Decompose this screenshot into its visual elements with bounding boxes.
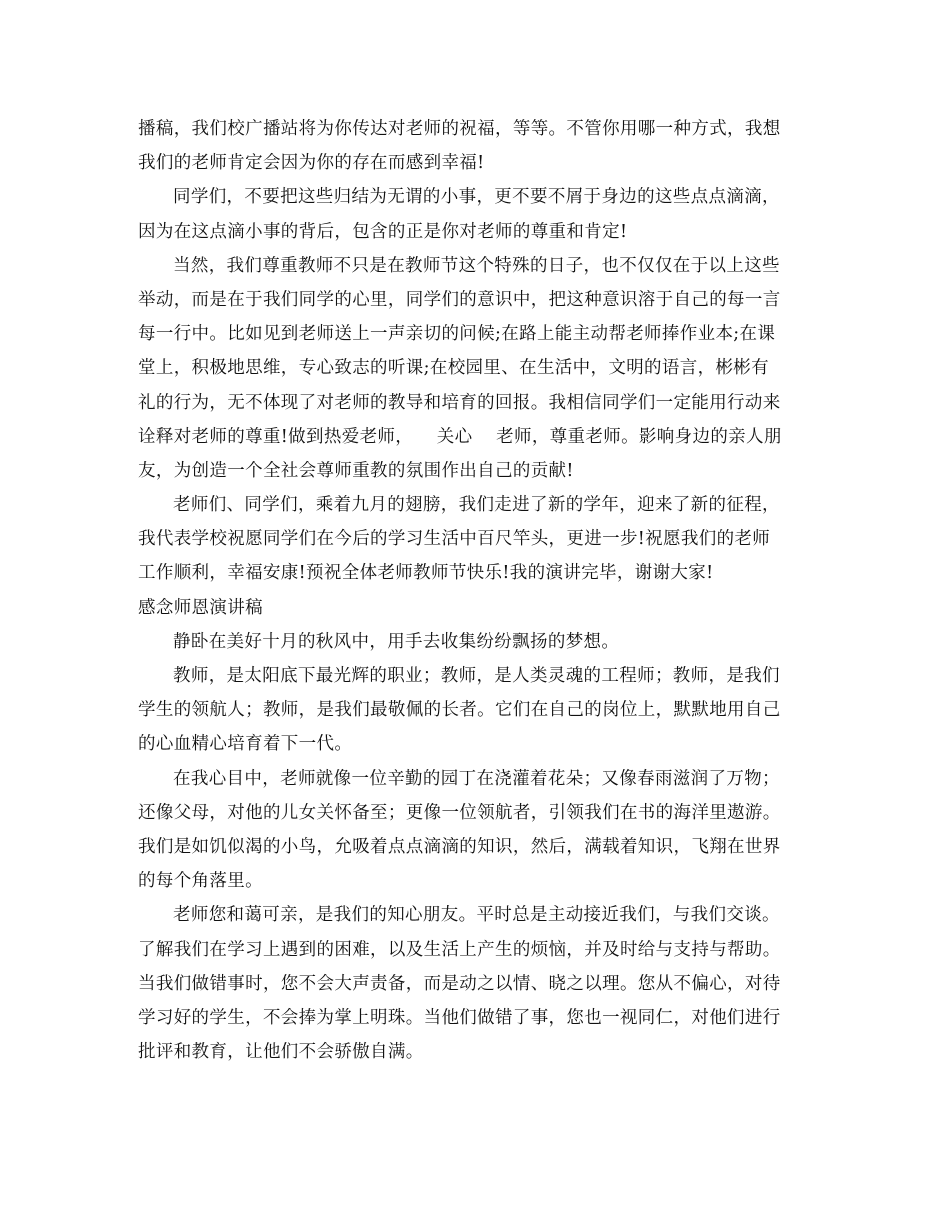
text-line: 批评和教育，让他们不会骄傲自满。 [138,1042,424,1063]
document-body [138,112,813,1069]
text-line: 诠释对老师的尊重!做到热爱老师， 关心 老师，尊重老师。影响身边的亲人朋 [138,426,782,447]
text-line: 我代表学校祝愿同学们在今后的学习生活中百尺竿头，更进一步!祝愿我们的老师 [138,529,771,550]
text-line: 工作顺利，幸福安康!预祝全体老师教师节快乐!我的演讲完毕，谢谢大家! [138,563,714,584]
section-heading: 感念师恩演讲稿 [138,597,263,618]
text-line: 学习好的学生，不会捧为掌上明珠。当他们做错了事，您也一视同仁，对他们进行 [138,1007,781,1028]
text-line: 举动，而是在于我们同学的心里，同学们的意识中，把这种意识溶于自己的每一言 [138,289,781,310]
text-line: 播稿，我们校广播站将为你传达对老师的祝福，等等。不管你用哪一种方式，我想 [138,119,781,139]
text-line: 我们的老师肯定会因为你的存在而感到幸福! [138,153,485,174]
paragraph-start-line: 老师们、同学们，乘着九月的翅膀，我们走进了新的学年，迎来了新的征程， [173,495,780,516]
text-line: 我们是如饥似渴的小鸟，允吸着点点滴滴的知识，然后，满载着知识，飞翔在世界 [138,836,781,857]
text-line: 的每个角落里。 [138,871,263,892]
text-line: 友，为创造一个全社会尊师重教的氛围作出自己的贡献! [138,460,574,481]
text-line: 了解我们在学习上遇到的困难，以及生活上产生的烦恼，并及时给与支持与帮助。 [138,939,781,960]
paragraph-start-line: 当然，我们尊重教师不只是在教师节这个特殊的日子，也不仅仅在于以上这些 [173,255,780,276]
text-line: 礼的行为，无不体现了对老师的教导和培育的回报。我相信同学们一定能用行动来 [138,392,781,413]
paragraph-start-line: 同学们，不要把这些归结为无谓的小事，更不要不屑于身边的这些点点滴滴， [173,187,780,208]
paragraph-start-line: 静卧在美好十月的秋风中，用手去收集纷纷飘扬的梦想。 [173,631,620,652]
text-line: 每一行中。比如见到老师送上一声亲切的问候;在路上能主动帮老师捧作业本;在课 [138,324,776,345]
paragraph-start-line: 在我心目中，老师就像一位辛勤的园丁在浇灌着花朵；又像春雨滋润了万物； [173,768,780,789]
text-line: 还像父母，对他的儿女关怀备至；更像一位领航者，引领我们在书的海洋里遨游。 [138,802,781,823]
text-line: 当我们做错事时，您不会大声责备，而是动之以情、晓之以理。您从不偏心，对待 [138,973,781,994]
text-line: 学生的领航人；教师，是我们最敬佩的长者。它们在自己的岗位上，默默地用自己 [138,700,781,721]
paragraph-start-line: 教师，是太阳底下最光辉的职业；教师，是人类灵魂的工程师；教师，是我们 [173,666,780,686]
paragraph-start-line: 老师您和蔼可亲，是我们的知心朋友。平时总是主动接近我们，与我们交谈。 [173,905,780,926]
text-line: 因为在这点滴小事的背后，包含的正是你对老师的尊重和肯定! [138,221,628,242]
text-line: 的心血精心培育着下一代。 [138,734,353,755]
text-line: 堂上，积极地思维，专心致志的听课;在校园里、在生活中，文明的语言，彬彬有 [138,358,769,379]
